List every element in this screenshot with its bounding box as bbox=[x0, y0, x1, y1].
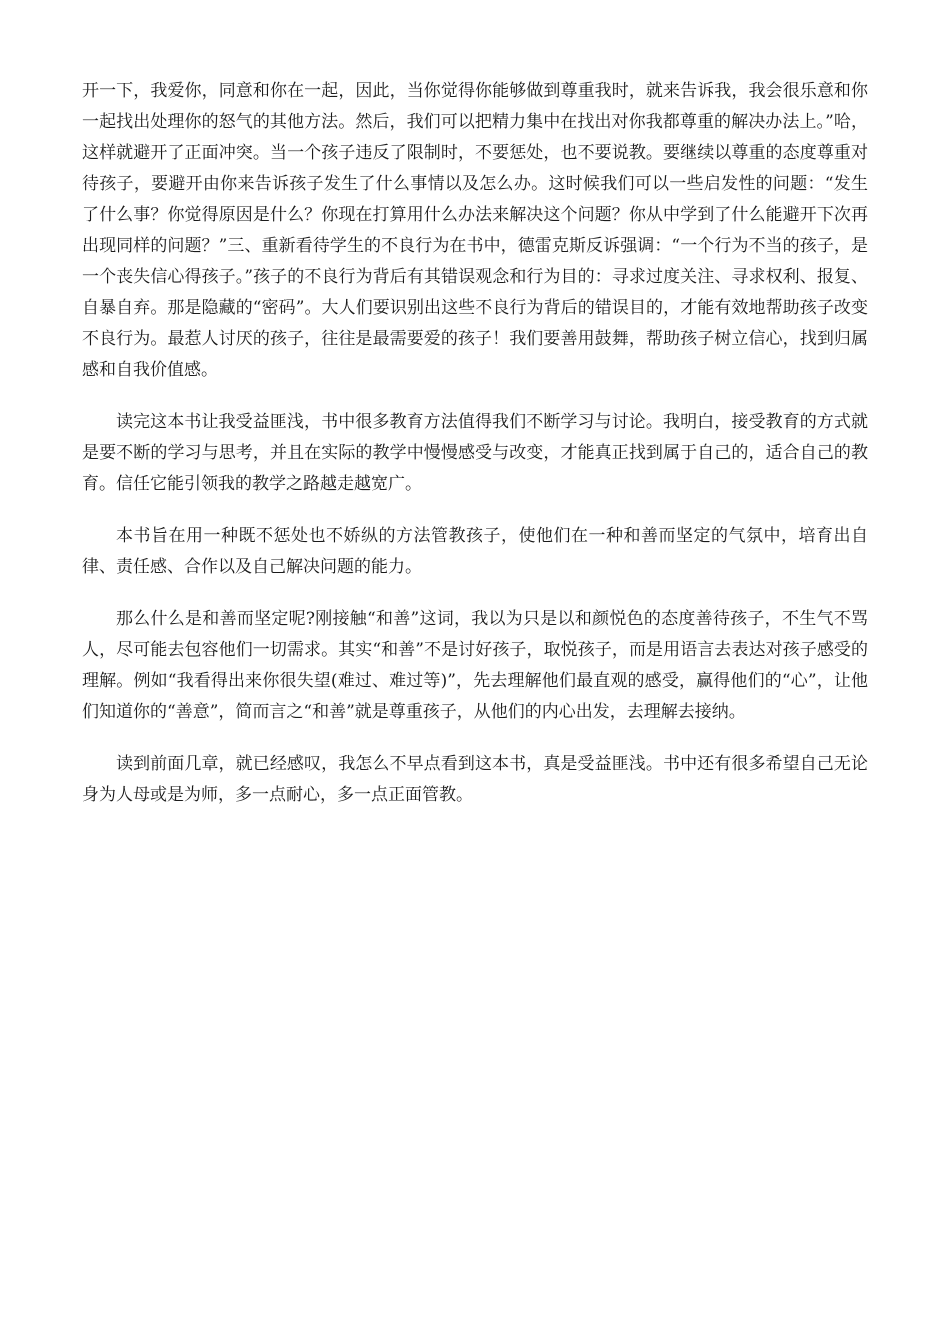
document-page bbox=[82, 76, 868, 832]
paragraph-continued: 开一下，我爱你，同意和你在一起，因此，当你觉得你能够做到尊重我时，就来告诉我，我会很乐意和你一起找出处理你的怒气的其他方法。然后，我们可以把精力集中在找出对你我都尊重的解决办法上。”哈，这样就避开了正面冲突。当一个孩子违反了限制时，不要惩处，也不要说教。要继续以尊重的态度尊重对待孩子，要避开由你来告诉孩子发生了什么事情以及怎么办。这时候我们可以一些启发性的问题：“发生了什么事？你觉得原因是什么？你现在打算用什么办法来解决这个问题？你从中学到了什么能避开下次再出现同样的问题？”三、重新看待学生的不良行为在书中，德雷克斯反诉强调：“一个行为不当的孩子，是一个丧失信心得孩子。”孩子的不良行为背后有其错误观念和行为目的：寻求过度关注、寻求权利、报复、自暴自弃。那是隐藏的“密码”。大人们要识别出这些不良行为背后的错误目的，才能有效地帮助孩子改变不良行为。最惹人讨厌的孩子，往往是最需要爱的孩子！我们要善用鼓舞，帮助孩子树立信心，找到归属感和自我价值感。 bbox=[82, 81, 868, 380]
paragraph-book-purpose: 本书旨在用一种既不惩处也不娇纵的方法管教孩子，使他们在一种和善而坚定的气氛中，培育出自律、责任感、合作以及自己解决问题的能力。 bbox=[82, 526, 868, 577]
paragraph-conclusion: 读到前面几章，就已经感叹，我怎么不早点看到这本书，真是受益匪浅。书中还有很多希望自己无论身为人母或是为师，多一点耐心，多一点正面管教。 bbox=[82, 754, 868, 805]
paragraph-reflection: 读完这本书让我受益匪浅，书中很多教育方法值得我们不断学习与讨论。我明白，接受教育的方式就是要不断的学习与思考，并且在实际的教学中慢慢感受与改变，才能真正找到属于自己的，适合自己的教育。信任它能引领我的教学之路越走越宽广。 bbox=[82, 412, 868, 494]
paragraph-kind-firm: 那么什么是和善而坚定呢?刚接触“和善”这词，我以为只是以和颜悦色的态度善待孩子，不生气不骂人，尽可能去包容他们一切需求。其实“和善”不是讨好孩子，取悦孩子，而是用语言去表达对孩子感受的理解。例如“我看得出来你很失望(难过、难过等)”，先去理解他们最直观的感受，赢得他们的“心”，让他们知道你的“善意”，简而言之“和善”就是尊重孩子，从他们的内心出发，去理解去接纳。 bbox=[82, 609, 868, 722]
